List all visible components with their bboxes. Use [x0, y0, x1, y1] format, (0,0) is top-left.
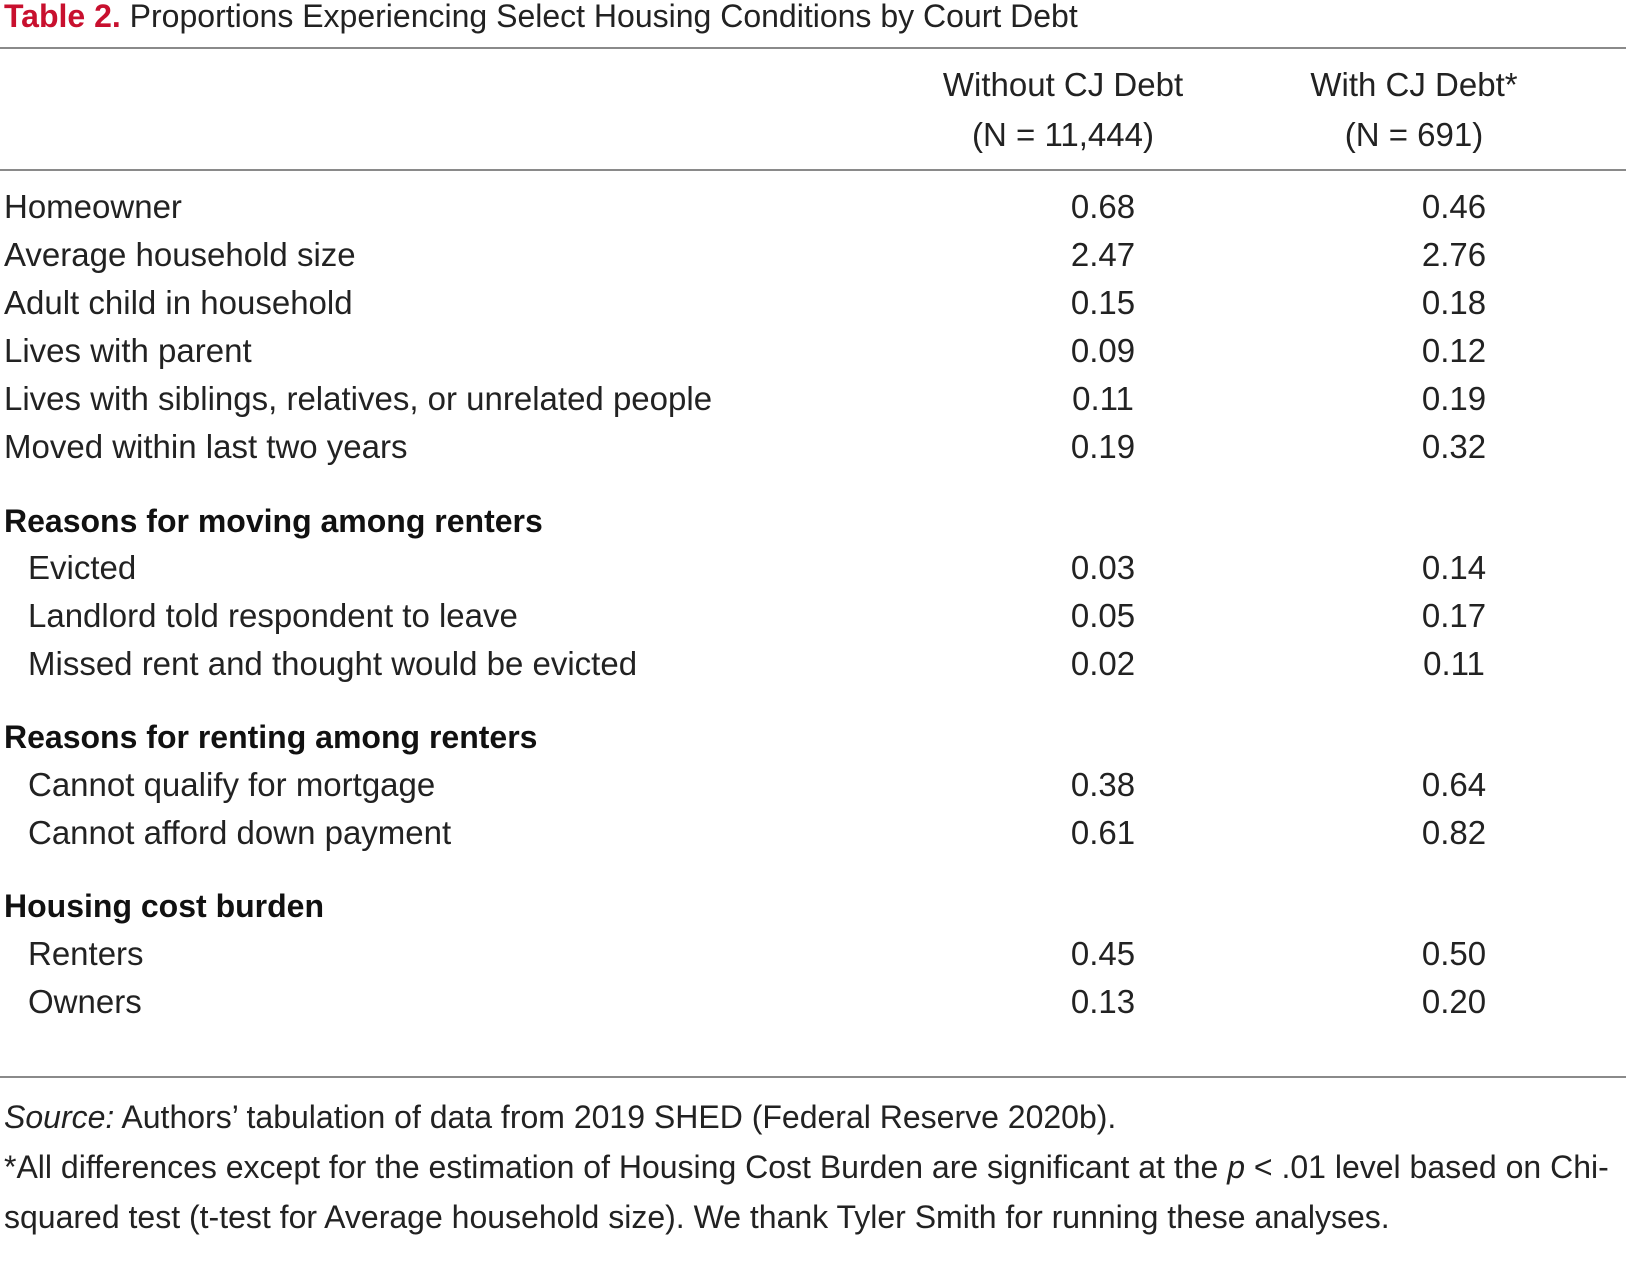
table-caption: Proportions Experiencing Select Housing Conditions by Court Debt [129, 0, 1078, 34]
table-row [0, 591, 1626, 641]
value-without: 0.38 [1070, 766, 1136, 803]
value-without: 0.02 [1070, 645, 1136, 682]
table-row [0, 929, 1626, 979]
row-label: Cannot afford down payment [28, 814, 452, 851]
value-without: 2.47 [1070, 236, 1136, 273]
bottom-rule [0, 1076, 1626, 1078]
column-header-without [903, 60, 1223, 160]
value-with: 0.46 [1421, 188, 1487, 225]
section-heading: Reasons for renting among renters [4, 719, 538, 755]
value-with: 0.32 [1421, 428, 1487, 465]
footnote-text-start: *All differences except for the estimation of Housing Cost Burden are significant at the [4, 1149, 1228, 1185]
value-with: 0.17 [1421, 597, 1487, 634]
row-label: Owners [28, 983, 142, 1020]
table-row [0, 977, 1626, 1027]
table-row [0, 808, 1626, 858]
row-label: Landlord told respondent to leave [28, 597, 518, 634]
column-n-without: (N = 11,444) [972, 116, 1154, 153]
row-label: Moved within last two years [4, 428, 408, 465]
value-with: 0.82 [1421, 814, 1487, 851]
value-with: 0.19 [1421, 380, 1487, 417]
table-row [0, 374, 1626, 424]
source-text: Authors’ tabulation of data from 2019 SHED (Federal Reserve 2020b). [114, 1099, 1117, 1135]
value-without: 0.11 [1072, 380, 1134, 417]
row-label: Missed rent and thought would be evicted [28, 645, 638, 682]
table-row [0, 422, 1626, 472]
footnote-p-symbol: p [1227, 1149, 1245, 1185]
table-row [0, 639, 1626, 689]
table-title [4, 0, 1078, 36]
table-row [0, 182, 1626, 232]
value-without: 0.68 [1070, 188, 1136, 225]
table-notes [4, 1092, 1622, 1242]
table-row [0, 230, 1626, 280]
value-without: 0.13 [1070, 983, 1136, 1020]
source-note [4, 1092, 1622, 1142]
value-with: 0.11 [1423, 645, 1485, 682]
table-row [0, 278, 1626, 328]
row-label: Cannot qualify for mortgage [28, 766, 436, 803]
table-number: Table 2. [4, 0, 121, 34]
row-label: Homeowner [4, 188, 182, 225]
value-with: 0.12 [1421, 332, 1487, 369]
top-rule [0, 47, 1626, 49]
value-with: 0.50 [1421, 935, 1487, 972]
row-label: Adult child in household [4, 284, 353, 321]
table-row [0, 543, 1626, 593]
column-n-with: (N = 691) [1344, 116, 1484, 153]
value-without: 0.45 [1070, 935, 1136, 972]
section-heading: Housing cost burden [4, 888, 324, 924]
value-without: 0.03 [1070, 549, 1136, 586]
footnote-text-end: < .01 level based on Chi-squared test (t-test for Average household size). We thank Tyler Smith for running these analyses. [4, 1149, 1609, 1235]
column-header-with [1254, 60, 1574, 160]
table-row [0, 326, 1626, 376]
value-without: 0.05 [1070, 597, 1136, 634]
value-without: 0.15 [1070, 284, 1136, 321]
section-heading: Reasons for moving among renters [4, 503, 543, 539]
row-label: Average household size [4, 236, 356, 273]
value-with: 0.14 [1421, 549, 1487, 586]
value-without: 0.09 [1070, 332, 1136, 369]
value-without: 0.61 [1070, 814, 1136, 851]
table-row [0, 760, 1626, 810]
row-label: Renters [28, 935, 144, 972]
value-with: 2.76 [1421, 236, 1487, 273]
row-label: Lives with parent [4, 332, 252, 369]
row-label: Lives with siblings, relatives, or unrelated people [4, 380, 713, 417]
footnote [4, 1142, 1622, 1242]
value-without: 0.19 [1070, 428, 1136, 465]
header-rule [0, 169, 1626, 171]
value-with: 0.20 [1421, 983, 1487, 1020]
column-name-without: Without CJ Debt [942, 66, 1184, 103]
value-with: 0.64 [1421, 766, 1487, 803]
column-name-with: With CJ Debt* [1310, 66, 1518, 103]
row-label: Evicted [28, 549, 137, 586]
source-label: Source: [4, 1099, 115, 1135]
value-with: 0.18 [1421, 284, 1487, 321]
